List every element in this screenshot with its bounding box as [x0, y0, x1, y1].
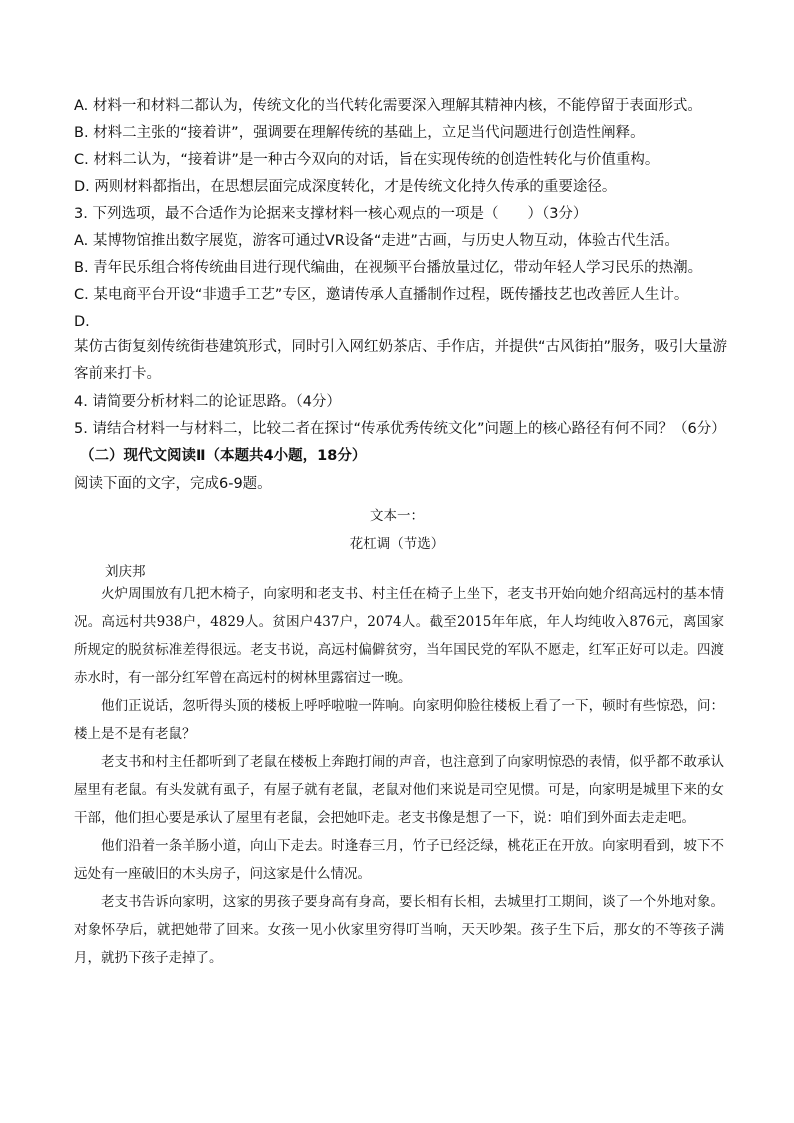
- text-label: 文本一：: [370, 508, 424, 524]
- story-paragraph: 火炉周围放有几把木椅子，向家明和老支书、村主任在椅子上坐下，老支书开始向她介绍高远村的基本情况。高远村共938户，4829人。贫困户437户，2074人。截至2015年年底，年人均纯收入876元，离国家所规定的脱贫标准差得很远。老支书说，高远村偏僻贫穷，当年国民党的军队不愿走，红军正好可以走。四渡赤水时，有一部分红军曾在高远村的树林里露宿过一晚。: [74, 586, 724, 686]
- story-body: [74, 580, 724, 972]
- question-3-stem: 3. 下列选项，最不合适作为论据来支撑材料一核心观点的一项是（ ）（3分）: [74, 206, 588, 222]
- question-3-option-c: C. 某电商平台开设“非遗手工艺”专区，邀请传承人直播制作过程，既传播技艺也改善匠人生计。: [74, 287, 689, 303]
- option-d: D. 两则材料都指出，在思想层面完成深度转化，才是传统文化持久传承的重要途径。: [74, 179, 617, 195]
- question-5: 5. 请结合材料一与材料二，比较二者在探讨“传承优秀传统文化”问题上的核心路径有何不同？（6分）: [74, 421, 726, 437]
- story-paragraph: 他们正说话，忽听得头顶的楼板上呼呼啦啦一阵响。向家明仰脸往楼板上看了一下，顿时有些惊恐，问：楼上是不是有老鼠？: [74, 698, 724, 742]
- section-heading: （二）现代文阅读Ⅱ（本题共4小题，18分）: [80, 448, 367, 464]
- question-3-option-d-line-2: 客前来打卡。: [74, 366, 161, 382]
- story-paragraph: 他们沿着一条羊肠小道，向山下走去。时逢春三月，竹子已经泛绿，桃花正在开放。向家明看到，坡下不远处有一座破旧的木头房子，问这家是什么情况。: [74, 838, 724, 882]
- story-title: 花杠调（节选）: [349, 536, 445, 552]
- section-instruction: 阅读下面的文字，完成6-9题。: [74, 476, 272, 492]
- option-b: B. 材料二主张的“接着讲”，强调要在理解传统的基础上，立足当代问题进行创造性阐释。: [74, 125, 645, 141]
- story-paragraph: 老支书告诉向家明，这家的男孩子要身高有身高，要长相有长相，去城里打工期间，谈了一个外地对象。对象怀孕后，就把她带了回来。女孩一见小伙家里穷得叮当响，天天吵架。孩子生下后，那女的不等孩子满月，就扔下孩子走掉了。: [74, 894, 724, 966]
- option-c: C. 材料二认为，“接着讲”是一种古今双向的对话，旨在实现传统的创造性转化与价值重构。: [74, 152, 660, 168]
- story-author: 刘庆邦: [105, 564, 146, 580]
- question-4: 4. 请简要分析材料二的论证思路。（4分）: [74, 394, 341, 410]
- question-3-option-b: B. 青年民乐组合将传统曲目进行现代编曲，在视频平台播放量过亿，带动年轻人学习民乐的热潮。: [74, 260, 703, 276]
- story-paragraph: 老支书和村主任都听到了老鼠在楼板上奔跑打闹的声音，也注意到了向家明惊恐的表情，似乎都不敢承认屋里有老鼠。有头发就有虱子，有屋子就有老鼠，老鼠对他们来说是司空见惯。可是，向家明是城里下来的女干部，他们担心要是承认了屋里有老鼠，会把她吓走。老支书像是想了一下，说：咱们到外面去走走吧。: [74, 754, 724, 826]
- option-a: A. 材料一和材料二都认为，传统文化的当代转化需要深入理解其精神内核，不能停留于表面形式。: [74, 98, 702, 114]
- question-3-option-d-label: D.: [74, 314, 90, 330]
- question-3-option-a: A. 某博物馆推出数字展览，游客可通过VR设备“走进”古画，与历史人物互动，体验古代生活。: [74, 233, 679, 249]
- question-3-option-d-line-1: 某仿古街复刻传统街巷建筑形式，同时引入网红奶茶店、手作店，并提供“古风街拍”服务，吸引大量游: [74, 339, 728, 355]
